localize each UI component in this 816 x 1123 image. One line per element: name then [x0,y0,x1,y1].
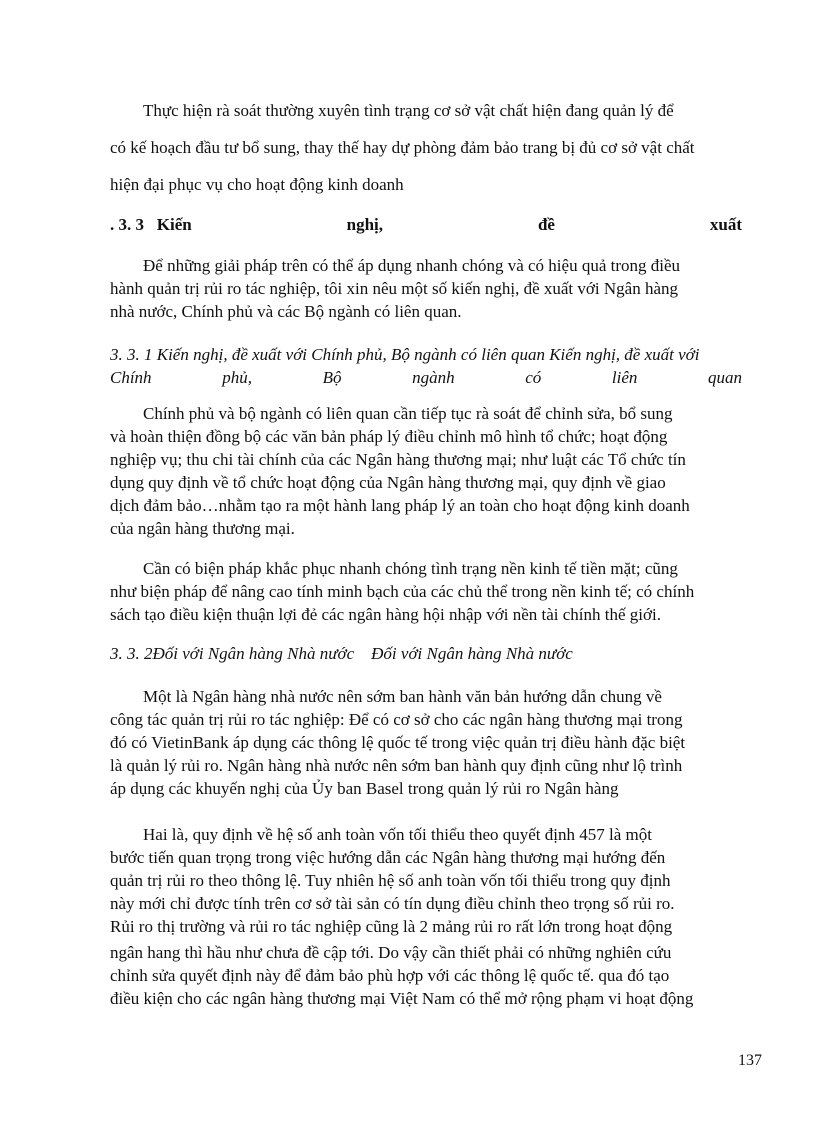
subheading-word: ngành [412,368,455,387]
subheading-state-bank [110,642,742,665]
subheading-word: có [525,368,542,387]
text-line: dụng quy định về tổ chức hoạt động của Ngân hàng thương mại, quy định về giao [110,473,666,492]
subheading-line [110,366,742,389]
paragraph-continuation [110,941,742,1010]
paragraph-cash-economy [110,557,742,626]
subheading-word: phủ, [222,368,252,387]
subheading-line: 3. 3. 2Đối với Ngân hàng Nhà nước Đối với Ngân hàng Nhà nước [110,644,573,663]
text-line: Chính phủ và bộ ngành có liên quan cần tiếp tục rà soát để chỉnh sửa, bổ sung [143,404,673,423]
paragraph-intro [110,254,742,323]
text-line: là quản lý rủi ro. Ngân hàng nhà nước nên sớm ban hành quy định cũng như lộ trình [110,756,683,775]
text-line: sách tạo điều kiện thuận lợi đẻ các ngân hàng hội nhập với nền tài chính thế giới. [110,605,661,624]
text-line: này mới chỉ được tính trên cơ sở tài sản có tín dụng điều chỉnh theo trọng số rủi ro. [110,894,675,913]
text-line: dịch đảm bảo…nhằm tạo ra một hành lang pháp lý an toàn cho hoạt động kinh doanh [110,496,690,515]
heading-word: Kiến [156,215,192,234]
text-line: áp dụng các khuyến nghị của Ủy ban Basel trong quản lý rủi ro Ngân hàng [110,779,619,798]
text-line: có kế hoạch đầu tư bổ sung, thay thế hay dự phòng đảm bảo trang bị đủ cơ sở vật chất [110,138,695,157]
page-number: 137 [738,1052,762,1069]
text-line: hành quản trị rủi ro tác nghiệp, tôi xin nêu một số kiến nghị, đề xuất với Ngân hàng [110,279,678,298]
heading-word: xuất [709,215,742,234]
text-line: điều kiện cho các ngân hàng thương mại Việt Nam có thể mở rộng phạm vi hoạt động [110,989,694,1008]
text-line: Để những giải pháp trên có thể áp dụng nhanh chóng và có hiệu quả trong điều [143,256,681,275]
subheading-word: Chính [110,368,152,387]
text-line: Một là Ngân hàng nhà nước nên sớm ban hành văn bản hướng dẫn chung về [143,687,662,706]
paragraph-facilities [110,92,742,203]
text-line: như biện pháp để nâng cao tính minh bạch của các chủ thể trong nền kinh tế; có chính [110,582,695,601]
text-line: hiện đại phục vụ cho hoạt động kinh doanh [110,175,404,194]
text-line: chỉnh sửa quyết định này để đảm bảo phù hợp với các thông lệ quốc tế. qua đó tạo [110,966,670,985]
text-line: nghiệp vụ; thu chi tài chính của các Ngân hàng thương mại; như luật các Tổ chức tín [110,450,686,469]
text-line: của ngân hàng thương mại. [110,519,295,538]
text-line: ngân hang thì hầu như chưa đề cập tới. Do vậy cần thiết phải có những nghiên cứu [110,943,672,962]
section-heading [110,213,742,237]
subheading-line: 3. 3. 1 Kiến nghị, đề xuất với Chính phủ, Bộ ngành có liên quan Kiến nghị, đề xuất với [110,345,700,364]
subheading-word: quan [708,368,742,387]
heading-word: đề [537,215,555,234]
text-line: nhà nước, Chính phủ và các Bộ ngành có liên quan. [110,302,462,321]
text-line: và hoàn thiện đồng bộ các văn bản pháp lý điều chỉnh mô hình tổ chức; hoạt động [110,427,668,446]
text-line: Cần có biện pháp khắc phục nhanh chóng tình trạng nền kinh tế tiền mặt; cũng [143,559,678,578]
text-line: bước tiến quan trọng trong việc hướng dẫn các Ngân hàng thương mại hướng đến [110,848,666,867]
subheading-government [110,343,742,389]
paragraph-first-recommendation [110,685,742,800]
subheading-word: Bộ [322,368,342,387]
text-line: công tác quản trị rủi ro tác nghiệp: Để có cơ sở cho các ngân hàng thương mại trong [110,710,683,729]
text-line: quản trị rủi ro theo thông lệ. Tuy nhiên hệ số anh toàn vốn tối thiểu trong quy định [110,871,671,890]
text-line: Hai là, quy định về hệ số anh toàn vốn tối thiểu theo quyết định 457 là một [143,825,652,844]
paragraph-government [110,402,742,540]
paragraph-second-recommendation [110,823,742,938]
text-line: Rủi ro thị trường và rủi ro tác nghiệp cũng là 2 mảng rủi ro rất lớn trong hoạt động [110,917,673,936]
text-line: Thực hiện rà soát thường xuyên tình trạng cơ sở vật chất hiện đang quản lý để [143,101,674,120]
subheading-word: liên [611,368,638,387]
text-line: đó có VietinBank áp dụng các thông lệ quốc tế trong việc quản trị điều hành đặc biệt [110,733,686,752]
heading-number: . 3. 3 [110,215,144,234]
heading-word: nghị, [346,215,384,234]
